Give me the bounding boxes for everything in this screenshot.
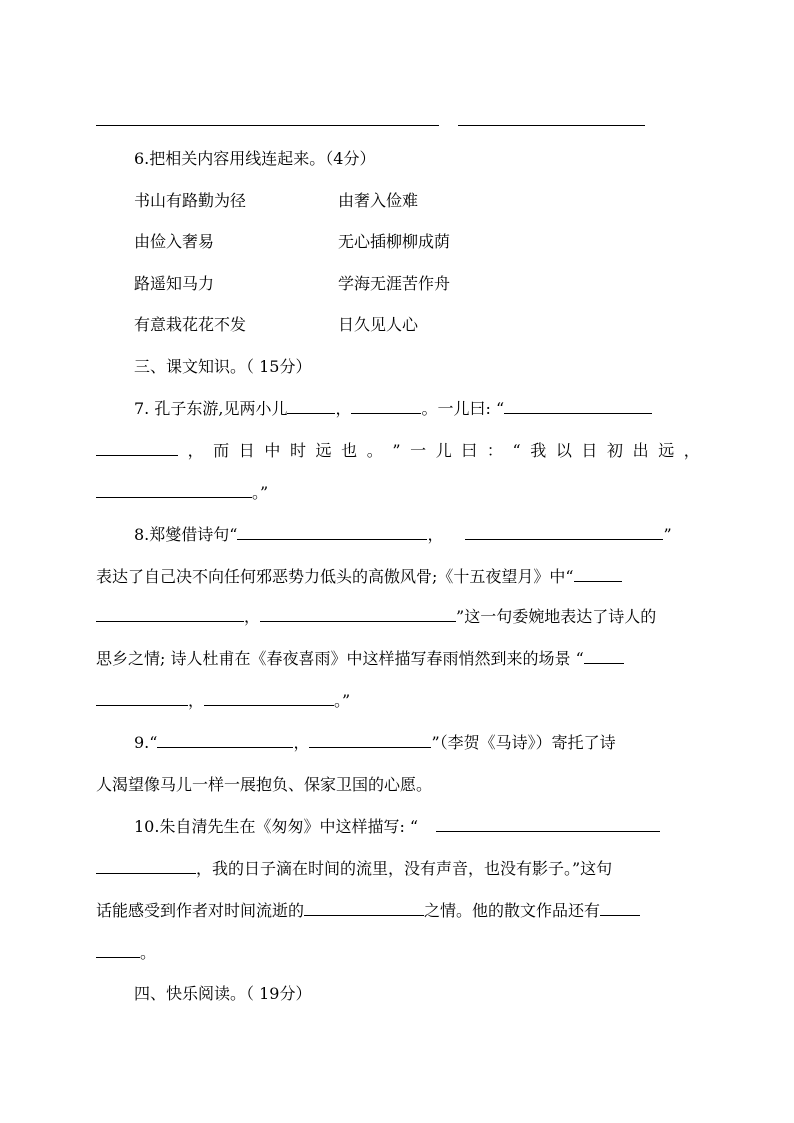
q7-blank-4[interactable]: [96, 482, 252, 498]
q6-title: 6.把相关内容用线连起来。（4分）: [134, 149, 376, 168]
q7-char: 也: [341, 441, 358, 460]
q10-blank-3[interactable]: [600, 900, 640, 916]
q7-char: 时: [289, 441, 306, 460]
q7-blank-1[interactable]: [287, 398, 335, 414]
q9-blank-2[interactable]: [309, 732, 431, 748]
q10-text-c: 话能感受到作者对时间流逝的: [96, 901, 305, 920]
q6-right-item-2: 无心插柳柳成荫: [338, 232, 451, 251]
q10-line-4: [96, 942, 156, 964]
q10-text-a: 10.朱自清先生在《匆匆》中这样描写: “: [134, 817, 419, 836]
q10-line-1: [134, 816, 660, 838]
q10-blank-2[interactable]: [304, 900, 424, 916]
q8-text-a: 8.郑燮借诗句“: [134, 525, 238, 544]
q7-char: 。: [366, 441, 383, 460]
q8-line-4: [96, 648, 624, 670]
q10-text-d: 之情。他的散文作品还有: [424, 901, 601, 920]
q10-line-3: [96, 900, 640, 922]
q6-left-item-1: 书山有路勤为径: [134, 191, 247, 210]
q7-char: ，: [683, 441, 700, 460]
q6-left-item-3: 路遥知马力: [134, 274, 215, 293]
q7-char: 而: [213, 441, 230, 460]
q7-char: “: [512, 441, 521, 460]
q7-char: 初: [607, 441, 624, 460]
q7-text-c: 。一儿曰: “: [421, 399, 505, 418]
q7-char: ：: [486, 441, 503, 460]
q8-text-g: 思乡之情; 诗人杜甫在《春夜喜雨》中这样描写春雨悄然到来的场景 “: [96, 649, 584, 668]
q7-line-3: [96, 482, 268, 504]
q7-char: 曰: [461, 441, 478, 460]
q6-left-item-4: 有意栽花花不发: [134, 315, 247, 334]
q7-char: 出: [632, 441, 649, 460]
q7-char: 儿: [435, 441, 452, 460]
q10-blank-3-cont[interactable]: [96, 942, 140, 958]
section3-title: 三、课文知识。（ 15分）: [134, 357, 312, 376]
answer-line-top-left[interactable]: [96, 125, 439, 126]
q7-blank-2[interactable]: [351, 398, 421, 414]
q8-line-5: [96, 690, 350, 712]
q7-char: ，: [187, 441, 204, 460]
q10-text-b: ，我的日子滴在时间的流里，没有声音，也没有影子。”这句: [196, 859, 613, 878]
q10-blank-1[interactable]: [436, 816, 660, 832]
q6-right-item-1: 由奢入俭难: [338, 191, 419, 210]
q7-text-end: 。”: [252, 483, 269, 502]
q7-line-1: [134, 398, 652, 420]
q10-text-e: 。: [140, 943, 157, 962]
q8-blank-2[interactable]: [465, 524, 663, 540]
q7-char: ”: [392, 441, 401, 460]
q7-line-2: [96, 440, 700, 462]
q8-blank-1[interactable]: [237, 524, 427, 540]
q6-right-item-3: 学海无涯苦作舟: [338, 274, 451, 293]
q8-text-i: 。”: [334, 691, 351, 710]
q7-text-b: ，: [335, 399, 352, 418]
q7-char: 中: [264, 441, 281, 460]
q7-char: 我: [530, 441, 547, 460]
q8-blank-6[interactable]: [204, 690, 334, 706]
q8-blank-3-cont[interactable]: [96, 606, 244, 622]
q6-right-item-4: 日久见人心: [338, 315, 419, 334]
q9-line-2: 人渴望像马儿一样一展抱负、保家卫国的心愿。: [96, 775, 433, 794]
q7-char: 日: [238, 441, 255, 460]
q9-line-1: [134, 732, 616, 754]
q8-text-e: ，: [244, 607, 261, 626]
answer-line-top-right[interactable]: [458, 125, 645, 126]
q8-blank-5[interactable]: [584, 648, 624, 664]
q10-blank-1-cont[interactable]: [96, 858, 196, 874]
q8-text-f: ”这一句委婉地表达了诗人的: [456, 607, 657, 626]
q8-line-3: [96, 606, 656, 628]
q10-line-2: [96, 858, 612, 880]
q9-text-b: ，: [293, 733, 310, 752]
q7-char: 一: [410, 441, 427, 460]
q8-blank-3[interactable]: [574, 566, 622, 582]
q8-line-2: [96, 566, 622, 588]
q7-blank-3-cont[interactable]: [96, 440, 178, 456]
q9-text-a: 9.“: [134, 733, 158, 752]
q7-char: 以: [555, 441, 572, 460]
q7-blank-3[interactable]: [504, 398, 652, 414]
q7-char: 远: [658, 441, 675, 460]
q7-char: 日: [581, 441, 598, 460]
q8-text-c: ”: [663, 525, 672, 544]
q8-text-d: 表达了自己决不向任何邪恶势力低头的高傲风骨;《十五夜望月》中“: [96, 567, 574, 586]
q7-char: 远: [315, 441, 332, 460]
q6-left-item-2: 由俭入奢易: [134, 232, 215, 251]
q9-blank-1[interactable]: [157, 732, 293, 748]
section4-title: 四、快乐阅读。（ 19分）: [134, 984, 312, 1003]
q8-line-1: [134, 524, 672, 546]
q8-text-h: ，: [188, 691, 205, 710]
q9-text-c: ”（李贺《马诗》）寄托了诗: [431, 733, 616, 752]
q8-blank-4[interactable]: [260, 606, 456, 622]
q8-blank-5-cont[interactable]: [96, 690, 188, 706]
q7-text-a: 7. 孔子东游,见两小儿: [134, 399, 288, 418]
q8-text-b: ，: [427, 525, 444, 544]
